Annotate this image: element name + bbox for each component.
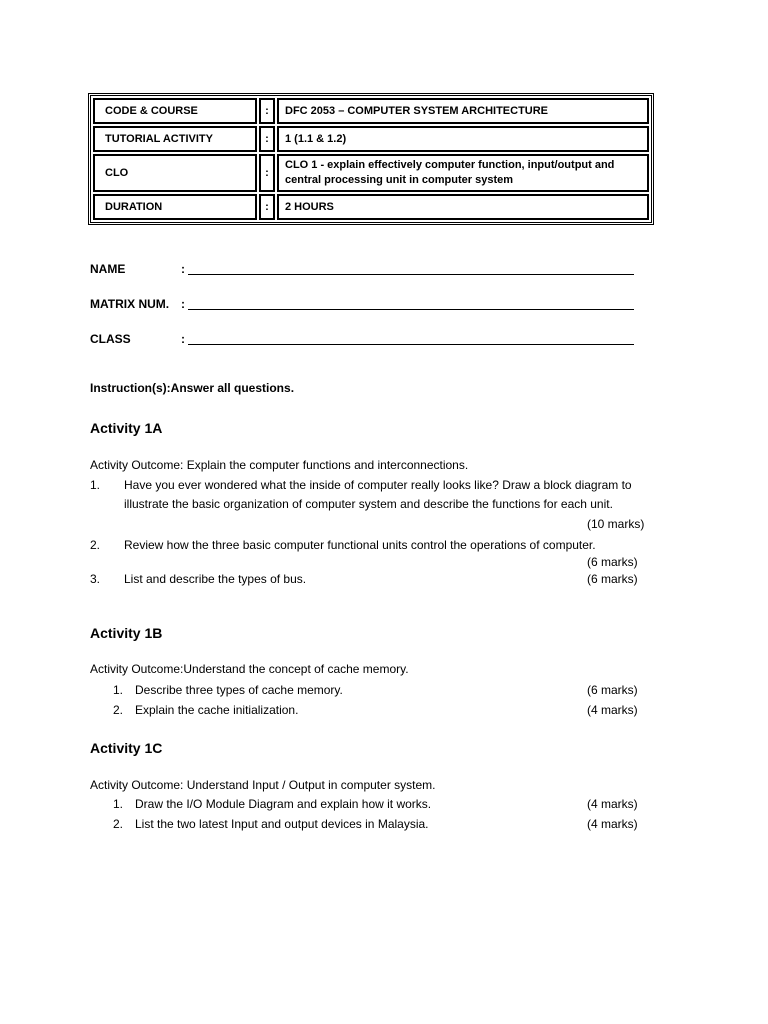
- course-info-table: [88, 93, 654, 225]
- activity-1c-q1-number: 1.: [113, 797, 124, 811]
- activity-1b-q2-number: 2.: [113, 703, 124, 717]
- activity-1a-q1-text: Have you ever wondered what the inside of computer really looks like? Draw a block diagram to: [124, 478, 632, 492]
- matrix-num-label: MATRIX NUM.: [90, 297, 170, 311]
- activity-1b-q2-marks: (4 marks): [587, 703, 638, 717]
- activity-1a-q2-number: 2.: [90, 538, 101, 552]
- activity-1a-q3-number: 3.: [90, 572, 101, 586]
- name-label: NAME: [90, 262, 126, 276]
- activity-1a-q3-text: List and describe the types of bus.: [124, 572, 307, 586]
- table-row: [93, 126, 649, 152]
- tutorial-activity-label: TUTORIAL ACTIVITY: [93, 126, 257, 152]
- activity-1b-outcome: Activity Outcome:Understand the concept of cache memory.: [90, 662, 409, 676]
- activity-1a-q2-text: Review how the three basic computer functional units control the operations of computer.: [124, 538, 596, 552]
- activity-1b-title: Activity 1B: [90, 625, 163, 641]
- name-input-line[interactable]: [188, 274, 634, 275]
- activity-1c-q1-text: Draw the I/O Module Diagram and explain how it works.: [135, 797, 432, 811]
- duration-label: DURATION: [93, 194, 257, 220]
- activity-1c-q2-number: 2.: [113, 817, 124, 831]
- activity-1c-title: Activity 1C: [90, 740, 163, 756]
- activity-1b-q1-number: 1.: [113, 683, 124, 697]
- activity-1a-q3-marks: (6 marks): [587, 572, 638, 586]
- duration-value: 2 HOURS: [277, 194, 649, 220]
- table-row: [93, 194, 649, 220]
- activity-1a-outcome: Activity Outcome: Explain the computer functions and interconnections.: [90, 458, 469, 472]
- code-course-value: DFC 2053 – COMPUTER SYSTEM ARCHITECTURE: [277, 98, 649, 124]
- activity-1a-q1-text-cont: illustrate the basic organization of computer system and describe the functions for each unit.: [124, 497, 613, 511]
- class-label: CLASS: [90, 332, 131, 346]
- clo-value: CLO 1 - explain effectively computer function, input/output and central processing unit in computer system: [277, 154, 649, 192]
- matrix-num-input-line[interactable]: [188, 309, 634, 310]
- tutorial-activity-value: 1 (1.1 & 1.2): [277, 126, 649, 152]
- activity-1b-q2-text: Explain the cache initialization.: [135, 703, 299, 717]
- activity-1a-q1-marks: (10 marks): [587, 517, 645, 531]
- table-row: [93, 154, 649, 192]
- colon-cell: :: [259, 154, 275, 192]
- class-input-line[interactable]: [188, 344, 634, 345]
- activity-1c-q1-marks: (4 marks): [587, 797, 638, 811]
- class-colon: :: [181, 332, 185, 346]
- matrix-num-field[interactable]: [90, 297, 635, 313]
- activity-1c-q2-marks: (4 marks): [587, 817, 638, 831]
- name-colon: :: [181, 262, 185, 276]
- table-row: [93, 98, 649, 124]
- activity-1a-q2-marks: (6 marks): [587, 555, 638, 569]
- activity-1b-q1-text: Describe three types of cache memory.: [135, 683, 343, 697]
- activity-1a-title: Activity 1A: [90, 420, 163, 436]
- colon-cell: :: [259, 194, 275, 220]
- class-field[interactable]: [90, 332, 635, 348]
- activity-1c-outcome: Activity Outcome: Understand Input / Output in computer system.: [90, 778, 436, 792]
- matrix-num-colon: :: [181, 297, 185, 311]
- activity-1c-q2-text: List the two latest Input and output devices in Malaysia.: [135, 817, 429, 831]
- colon-cell: :: [259, 98, 275, 124]
- code-course-label: CODE & COURSE: [93, 98, 257, 124]
- activity-1a-q1-number: 1.: [90, 478, 101, 492]
- clo-label: CLO: [93, 154, 257, 192]
- activity-1b-q1-marks: (6 marks): [587, 683, 638, 697]
- name-field[interactable]: [90, 262, 635, 278]
- instructions: Instruction(s):Answer all questions.: [90, 381, 295, 395]
- colon-cell: :: [259, 126, 275, 152]
